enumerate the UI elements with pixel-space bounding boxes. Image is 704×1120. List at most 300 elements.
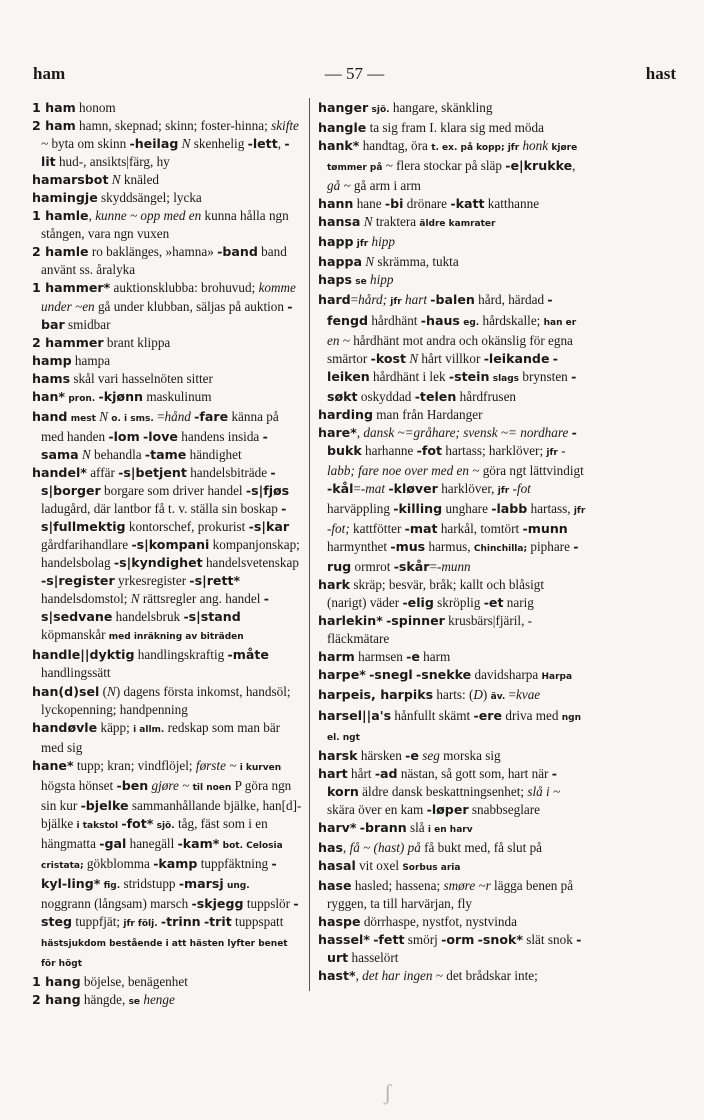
headword: -trinn xyxy=(160,914,201,930)
definition-text: högsta hönset xyxy=(41,777,117,793)
definition-text: rättsregler ang. handel xyxy=(139,591,264,607)
small-note: i kurven xyxy=(239,762,282,773)
dictionary-entry xyxy=(318,119,586,137)
definition-text: gå arm i arm xyxy=(350,178,421,194)
dictionary-entry xyxy=(318,747,586,765)
definition-text: göra ngt lättvindigt xyxy=(479,462,584,478)
definition-text: harklöver, xyxy=(437,480,498,496)
headword: -haus xyxy=(420,312,460,328)
left-column xyxy=(32,99,302,1011)
headword: 1 ham xyxy=(32,100,76,115)
small-note: slags xyxy=(492,373,520,384)
small-note: kjøre tømmer på xyxy=(327,143,578,174)
definition-text: gökblomma xyxy=(83,855,154,871)
definition-text: byta om skinn xyxy=(48,136,130,152)
small-note: i en harv xyxy=(427,824,473,835)
definition-text: yrkesregister xyxy=(114,573,190,589)
headword: handel* xyxy=(32,464,87,480)
headword: -tame xyxy=(144,446,187,462)
headword: -snekke xyxy=(415,667,472,683)
definition-text: ) dagens första inkomst, handsöl; lyckopenning; handpenning xyxy=(41,683,291,717)
dictionary-entry xyxy=(318,271,586,291)
definition-text: stridstupp xyxy=(120,875,179,891)
definition-text: harväppling xyxy=(327,500,394,516)
definition-text: harmus, xyxy=(425,539,474,555)
small-note: eg. xyxy=(463,317,480,328)
small-note: äv. xyxy=(490,692,506,703)
definition-text: tåg, fäst som i en hängmatta xyxy=(41,815,268,851)
definition-text: noggrann (långsam) marsch xyxy=(41,896,192,912)
small-note: jfr xyxy=(356,239,369,250)
headword: -bar xyxy=(41,298,293,332)
definition-text: handens insida xyxy=(177,428,263,444)
headword: hart xyxy=(318,765,348,781)
small-note: fig. xyxy=(103,880,121,891)
headword: -s|fullmektig xyxy=(41,501,287,535)
headword: hangle xyxy=(318,120,367,136)
headword: haps xyxy=(318,272,352,288)
dictionary-entry xyxy=(318,707,586,747)
headword: -gal xyxy=(99,835,127,851)
headword: harsk xyxy=(318,747,358,763)
small-note: äldre kamrater xyxy=(419,219,496,230)
definition-text: härsken xyxy=(357,747,406,763)
right-column xyxy=(318,99,586,985)
definition-text: P göra ngn sin kur xyxy=(41,777,292,813)
italic-text: N xyxy=(81,446,91,462)
definition-text: harkål, tomtört xyxy=(437,521,523,537)
dictionary-entry xyxy=(318,137,586,195)
italic-text: -labb; fare noe over med en ~ xyxy=(327,442,566,478)
small-note: jfr xyxy=(497,485,510,496)
definition-text: = xyxy=(353,480,361,496)
headword: -brann xyxy=(359,819,407,835)
definition-text: davidsharpa xyxy=(471,667,542,683)
headword: -rug xyxy=(327,539,579,575)
headword: -skjegg xyxy=(191,896,244,912)
headword: -bi xyxy=(384,196,404,212)
definition-text: brant klippa xyxy=(103,334,171,350)
small-note: Chinchilla; xyxy=(473,544,528,555)
definition-text: auktionsklubba: brohuvud; xyxy=(110,280,259,296)
definition-text: smidbar xyxy=(64,316,111,332)
definition-text: driva med xyxy=(502,707,562,723)
headword: -labb xyxy=(491,500,528,516)
dictionary-entry xyxy=(318,819,586,839)
headword: happa xyxy=(318,254,362,270)
small-note: hästsjukdom bestående i att hästen lyfter benet för högt xyxy=(41,939,288,970)
italic-text: smøre ~r xyxy=(443,877,491,893)
dictionary-entry xyxy=(318,406,586,424)
definition-text: honom xyxy=(75,100,116,115)
headword: -s|betjent xyxy=(118,464,187,480)
definition-text: = xyxy=(429,559,437,575)
italic-text: N xyxy=(181,136,191,152)
headword: 2 ham xyxy=(32,118,76,134)
definition-text: sammanhållande bjälke, han[d]-bjälke xyxy=(41,797,302,831)
headword: -s|register xyxy=(41,573,115,589)
headword: handle||dyktig xyxy=(32,647,135,663)
definition-text: band använt ss. åralyka xyxy=(41,244,287,278)
headword: -fett xyxy=(373,932,405,948)
definition-text: vit oxel xyxy=(355,857,403,873)
headword: -fot* xyxy=(121,815,154,831)
definition-text: hartass, xyxy=(527,500,574,516)
headword: -løper xyxy=(426,801,469,817)
headword: -kjønn xyxy=(98,388,144,404)
small-note: o. i sms. xyxy=(111,413,154,424)
headword: -snok* xyxy=(477,932,523,948)
headword: -kost xyxy=(370,350,407,366)
definition-text: maskulinum xyxy=(143,388,212,404)
headword: 2 hamle xyxy=(32,244,89,260)
dictionary-entry xyxy=(318,877,586,913)
dictionary-entry xyxy=(32,683,302,719)
headword: -leiken xyxy=(327,350,559,384)
dictionary-entry xyxy=(318,253,586,271)
headword: -måte xyxy=(227,647,269,663)
headword: -telen xyxy=(414,388,457,404)
definition-text: handlingssätt xyxy=(41,665,111,681)
definition-text: handlingskraftig xyxy=(134,647,228,663)
headword: -orm xyxy=(441,932,475,948)
dictionary-entry xyxy=(32,973,302,991)
definition-text: händighet xyxy=(186,446,242,462)
italic-text: N xyxy=(409,350,419,366)
dictionary-entry xyxy=(32,370,302,388)
headword: -skår xyxy=(393,559,430,575)
definition-text: redskap som man bär med sig xyxy=(41,719,281,755)
headword: -snegl xyxy=(369,667,413,683)
small-note: ngn el. ngt xyxy=(327,712,582,743)
definition-text: ~ flera stockar på släp xyxy=(382,158,506,174)
definition-text: ormrot xyxy=(351,559,394,575)
definition-text: hampa xyxy=(71,352,111,368)
dictionary-entry xyxy=(318,967,586,985)
dictionary-entry xyxy=(318,666,586,686)
headword: harpe* xyxy=(318,667,366,683)
definition-text: hård, härdad xyxy=(474,292,548,308)
headword: -s|kompani xyxy=(131,537,210,553)
headword: -et xyxy=(483,595,504,611)
definition-text: handelsbruk xyxy=(112,609,184,625)
definition-text: tuppfjät; xyxy=(72,914,124,930)
dictionary-entry xyxy=(318,424,586,576)
definition-text: = xyxy=(350,292,359,308)
headword: -heilag xyxy=(129,136,179,152)
pencil-mark-icon: ʃ xyxy=(384,1080,392,1105)
headword: hassel* xyxy=(318,932,370,948)
headword: -ere xyxy=(473,707,503,723)
small-note: t. ex. på kopp; jfr xyxy=(431,143,520,154)
italic-text: N xyxy=(107,683,116,699)
definition-text: traktera xyxy=(372,214,420,230)
headword: harlekin* xyxy=(318,613,383,629)
definition-text: hårdhänt mot andra och okänslig för egna smärtor xyxy=(327,332,573,366)
definition-text: unghare xyxy=(442,500,492,516)
italic-text: N xyxy=(363,214,373,230)
definition-text: äldre dansk beskattningsenhet; xyxy=(358,783,528,799)
italic-text: første ~ xyxy=(195,757,237,773)
headword: -fare xyxy=(194,408,229,424)
definition-text: skenhelig xyxy=(190,136,248,152)
small-note: pron. xyxy=(68,393,96,404)
headword: hark xyxy=(318,577,351,593)
headword: -mat xyxy=(404,521,438,537)
definition-text: kontorschef, prokurist xyxy=(125,519,249,535)
definition-text: behandla xyxy=(90,446,145,462)
definition-text: morska sig xyxy=(439,747,501,763)
dictionary-entry xyxy=(318,291,586,405)
definition-text: gå under klubban, säljas på auktion xyxy=(94,298,288,314)
definition-text: , xyxy=(572,158,576,174)
definition-text: tuppfäktning xyxy=(197,855,272,871)
definition-text: kunna hålla ngn stången, vara ngn vuxen xyxy=(41,208,289,242)
definition-text: slå xyxy=(406,819,428,835)
small-note: jfr xyxy=(390,297,402,308)
italic-text: hånd xyxy=(164,408,191,424)
definition-text: hårt xyxy=(347,765,375,781)
definition-text: kattfötter xyxy=(349,521,405,537)
headword: hanger xyxy=(318,100,369,115)
definition-text: hårdhänt xyxy=(368,312,421,328)
headword: hare* xyxy=(318,424,357,440)
headword: hams xyxy=(32,370,71,386)
headword: -korn xyxy=(327,765,557,799)
italic-text: hipp xyxy=(370,272,394,288)
definition-text: kompanjonskap; handelsbolag xyxy=(41,537,300,571)
dictionary-entry xyxy=(318,839,586,857)
dictionary-entry xyxy=(32,334,302,352)
dictionary-entry xyxy=(32,207,302,243)
headword: -leikande xyxy=(483,350,550,366)
definition-text: käpp; xyxy=(97,719,134,735)
headword: -e|krukke xyxy=(505,158,573,174)
definition-text: hangare, skänkling xyxy=(389,100,493,115)
definition-text: lägga benen på ryggen, ta till harvärjan, fly xyxy=(327,877,574,911)
headword: -sama xyxy=(41,428,268,462)
italic-text: D xyxy=(473,687,483,703)
definition-text: få bukt med, få slut på xyxy=(420,839,543,855)
dictionary-entry xyxy=(32,408,302,464)
definition-text: det brådskar inte; xyxy=(442,968,538,984)
headword: han(d)sel xyxy=(32,683,100,699)
headword: -lett xyxy=(247,136,278,152)
headword: -balen xyxy=(430,292,475,308)
definition-text: tupp; kran; vindflöjel; xyxy=(73,757,196,773)
definition-text: tuppspatt xyxy=(231,914,284,930)
small-note: i takstol xyxy=(76,820,119,831)
headword: harding xyxy=(318,406,373,422)
headword: happ xyxy=(318,234,354,250)
headword: harsel||a's xyxy=(318,707,392,723)
headword: -e xyxy=(405,747,419,763)
headword: hast* xyxy=(318,968,356,984)
headword: -fengd xyxy=(327,292,553,328)
headword: 1 hamle xyxy=(32,208,89,224)
dictionary-entry xyxy=(32,388,302,408)
page-header xyxy=(33,64,676,86)
definition-text: skära över en kam xyxy=(327,801,427,817)
small-note: til noen xyxy=(192,782,232,793)
italic-text: henge xyxy=(143,992,175,1008)
dictionary-entry xyxy=(318,576,586,612)
definition-text: handtag, öra xyxy=(359,138,432,154)
headword: -lit xyxy=(41,136,290,170)
definition-text: hängde, xyxy=(80,992,129,1008)
headword: 1 hang xyxy=(32,974,81,990)
headword: hamarsbot xyxy=(32,172,109,188)
headword: hand xyxy=(32,408,68,424)
definition-text: skrämma, tukta xyxy=(374,254,459,270)
headword: hane* xyxy=(32,757,74,773)
headword: hamingje xyxy=(32,190,98,206)
definition-text: knäled xyxy=(120,172,160,188)
definition-text: , xyxy=(355,968,363,984)
definition-text: hårt villkor xyxy=(418,350,484,366)
headword: -fot xyxy=(416,442,443,458)
definition-text: harhanne xyxy=(361,442,417,458)
definition-text: hamn, skepnad; skinn; foster-hinna; xyxy=(75,118,272,134)
dictionary-entry xyxy=(32,99,302,117)
headword: -s|borger xyxy=(41,464,276,498)
definition-text: snabbseglare xyxy=(468,801,540,817)
definition-text: skräp; besvär, bråk; kallt och blåsigt (narigt) väder xyxy=(327,577,544,611)
italic-text: hipp xyxy=(371,234,395,250)
headword: -lom xyxy=(108,428,140,444)
headword: -steg xyxy=(41,896,299,930)
dictionary-entry xyxy=(318,931,586,967)
headword: hase xyxy=(318,877,352,893)
headword: -bjelke xyxy=(80,797,129,813)
small-note: sjö. xyxy=(156,820,175,831)
small-note: ung. xyxy=(226,880,250,891)
small-note: mest xyxy=(70,413,96,424)
italic-text: slå i ~ xyxy=(527,783,561,799)
italic-text: det har ingen ~ xyxy=(362,968,443,984)
definition-text: harmsen xyxy=(354,649,407,665)
definition-text: hasselört xyxy=(348,950,399,966)
headword: harm xyxy=(318,649,355,665)
headword: -band xyxy=(217,244,258,260)
headword: -s|sedvane xyxy=(41,591,269,625)
headword: -kyl-ling* xyxy=(41,855,277,891)
definition-text: = xyxy=(153,408,165,424)
headword: -spinner xyxy=(386,613,445,629)
definition-text: skröplig xyxy=(433,595,484,611)
italic-text: N xyxy=(111,172,121,188)
definition-text: oskyddad xyxy=(357,388,415,404)
italic-text: N xyxy=(130,591,140,607)
header-first-word: ham xyxy=(33,64,66,83)
headword: -urt xyxy=(327,932,582,966)
italic-text: en ~ xyxy=(327,332,350,348)
definition-text: slät snok xyxy=(522,932,577,948)
headword: -bukk xyxy=(327,424,577,458)
headword: -stein xyxy=(448,368,490,384)
definition-text: hartass; harklöver; xyxy=(442,442,547,458)
definition-text: skyddsängel; lycka xyxy=(97,190,202,206)
definition-text: hane xyxy=(353,196,385,212)
dictionary-entry xyxy=(318,686,586,706)
headword: -ben xyxy=(116,777,149,793)
definition-text: ta sig fram I. klara sig med möda xyxy=(366,120,544,136)
small-note: med inräkning av biträden xyxy=(108,632,244,643)
definition-text: katthanne xyxy=(484,196,540,212)
definition-text: handelsvetenskap xyxy=(202,555,299,571)
definition-text: man från Hardanger xyxy=(373,406,483,422)
definition-text: drönare xyxy=(403,196,451,212)
headword: hasal xyxy=(318,857,356,873)
headword: hann xyxy=(318,196,354,212)
italic-text: hart xyxy=(405,292,427,308)
definition-text: gårdfarihandlare xyxy=(41,537,132,553)
small-note: jfr xyxy=(546,447,558,458)
dictionary-entry xyxy=(318,913,586,931)
definition-text: , xyxy=(342,839,350,855)
small-note: i allm. xyxy=(133,724,165,735)
small-note: bot. Celosia cristata; xyxy=(41,840,283,871)
small-note: sjö. xyxy=(371,105,390,115)
headword: hard xyxy=(318,292,351,308)
definition-text: handelsbiträde xyxy=(186,464,271,480)
italic-text: komme under ~en xyxy=(41,280,296,314)
dictionary-entry xyxy=(32,757,302,974)
dictionary-entry xyxy=(318,195,586,213)
definition-text: ladugård, där lantbor få t. v. ställa sin boskap xyxy=(41,501,282,517)
small-note: Harpa xyxy=(541,672,573,683)
headword: -elig xyxy=(402,595,434,611)
dictionary-entry xyxy=(318,213,586,233)
dictionary-entry xyxy=(32,352,302,370)
headword: 2 hammer xyxy=(32,334,104,350)
definition-text: piphare xyxy=(527,539,574,555)
definition-text: ro baklänges, »hamna» xyxy=(88,244,218,260)
dictionary-entry xyxy=(32,117,302,171)
definition-text: smörj xyxy=(404,932,442,948)
column-divider xyxy=(309,98,310,991)
definition-text: hårdskalle; xyxy=(479,312,544,328)
headword: has xyxy=(318,839,343,855)
italic-text: seg xyxy=(422,747,440,763)
headword: 1 hammer* xyxy=(32,280,111,296)
small-note: han er xyxy=(543,317,577,328)
dictionary-entry xyxy=(318,233,586,253)
headword: -s|kyndighet xyxy=(113,555,203,571)
headword: 2 hang xyxy=(32,992,81,1008)
italic-text: N xyxy=(365,254,375,270)
definition-text: ( xyxy=(99,683,108,699)
definition-text: köpmanskår xyxy=(41,627,109,643)
headword: handøvle xyxy=(32,719,98,735)
headword: -kål xyxy=(327,480,354,496)
italic-text: kvae xyxy=(515,687,541,703)
small-note: jfr xyxy=(573,505,586,516)
definition-text: , xyxy=(277,136,285,152)
headword: -s|fjøs xyxy=(245,482,290,498)
headword: -søkt xyxy=(327,368,577,404)
headword: harpeis, harpiks xyxy=(318,687,434,703)
definition-text: harts: ( xyxy=(433,687,474,703)
italic-text: gjøre ~ xyxy=(151,777,190,793)
definition-text: ) xyxy=(482,687,491,703)
dictionary-entry xyxy=(32,279,302,333)
headword: -love xyxy=(143,428,178,444)
definition-text: , xyxy=(88,208,96,224)
header-last-word: hast xyxy=(645,64,676,83)
definition-text: böjelse, benägenhet xyxy=(80,974,188,990)
italic-text: -mat xyxy=(360,480,386,496)
